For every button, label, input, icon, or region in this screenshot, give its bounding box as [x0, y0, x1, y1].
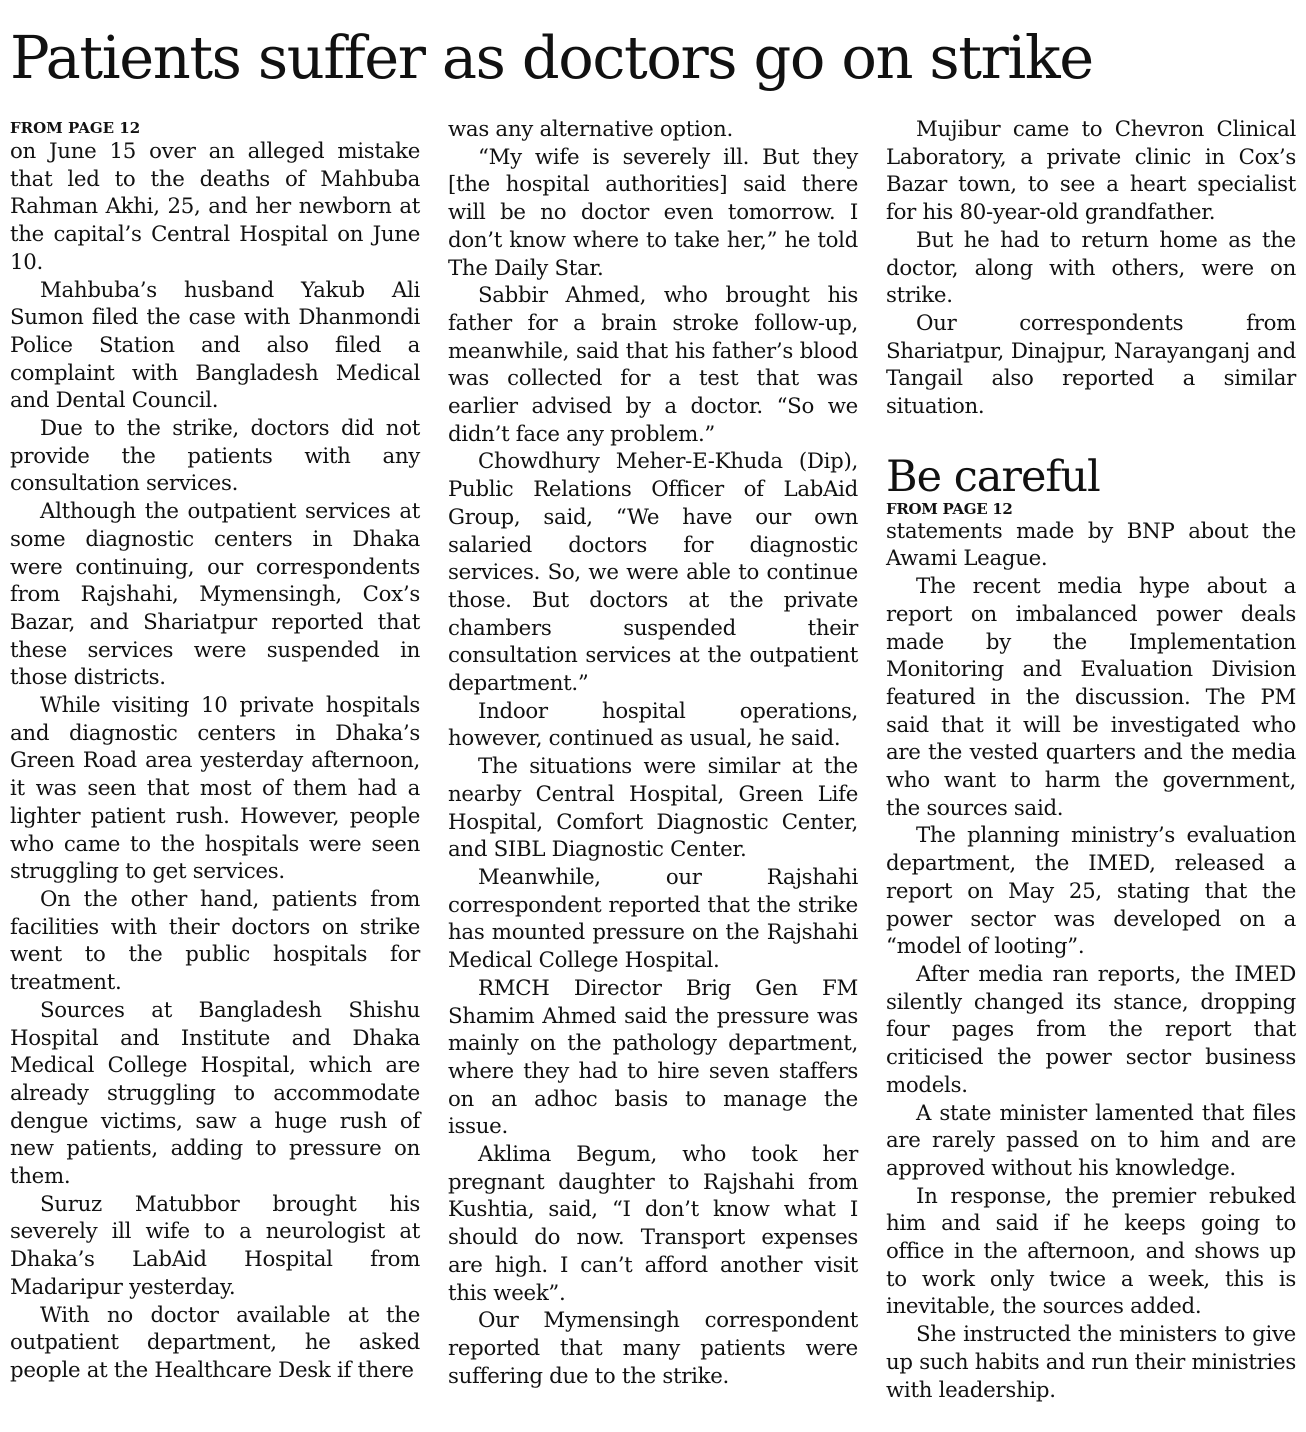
paragraph: statements made by BNP about the Awami League.	[886, 518, 1296, 572]
article-column-3	[886, 116, 1296, 1404]
paragraph: The situations were similar at the nearby Central Hospital, Green Life Hospital, Comfort Diagnostic Center, and SIBL Diagnostic Center.	[448, 754, 858, 863]
paragraph: was any alternative option.	[448, 117, 733, 142]
paragraph: Meanwhile, our Rajshahi correspondent reported that the strike has mounted pressure on the Rajshahi Medical College Hospital.	[448, 864, 858, 974]
paragraph: Mujibur came to Chevron Clinical Laboratory, a private clinic in Cox’s Bazar town, to see a heart specialist for his 80-year-old grandfather.	[886, 117, 1296, 226]
paragraph: On the other hand, patients from facilities with their doctors on strike went to the public hospitals for treatment.	[10, 886, 420, 996]
paragraph: With no doctor available at the outpatient department, he asked people at the Healthcare Desk if there	[10, 1302, 420, 1383]
paragraph: But he had to return home as the doctor, along with others, were on strike.	[886, 227, 1296, 309]
paragraph: Aklima Begum, who took her pregnant daughter to Rajshahi from Kushtia, said, “I don’t know what I should do now. Transport expenses are high. I can’t afford another visit this week”.	[448, 1142, 858, 1306]
paragraph: She instructed the ministers to give up such habits and run their ministries with leadership.	[886, 1322, 1296, 1403]
article-column-1	[10, 116, 420, 1385]
paragraph: on June 15 over an alleged mistake that led to the deaths of Mahbuba Rahman Akhi, 25, and her newborn at the capital’s Central Hospital on June 10.	[10, 139, 420, 275]
paragraph: Our Mymensingh correspondent reported that many patients were suffering due to the strike.	[448, 1308, 858, 1389]
article-column-2	[448, 116, 858, 1390]
paragraph: “My wife is severely ill. But they [the hospital authorities] said there will be no doctor even tomorrow. I don’t know where to take her,” he told The Daily Star.	[448, 144, 858, 281]
second-headline: Be careful	[886, 451, 1100, 502]
paragraph: A state minister lamented that files are rarely passed on to him and are approved without his knowledge.	[886, 1100, 1296, 1181]
continuation-kicker: FROM PAGE 12	[10, 119, 141, 137]
second-continuation-kicker: FROM PAGE 12	[886, 499, 1013, 518]
paragraph: Suruz Matubbor brought his severely ill wife to a neurologist at Dhaka’s LabAid Hospital from Madaripur yesterday.	[10, 1191, 420, 1300]
paragraph: Sources at Bangladesh Shishu Hospital and Institute and Dhaka Medical College Hospital, which are already struggling to accommodate dengue victims, saw a huge rush of new patients, adding to pressure on them.	[10, 997, 420, 1190]
paragraph: While visiting 10 private hospitals and diagnostic centers in Dhaka’s Green Road area yesterday afternoon, it was seen that most of them had a lighter patient rush. However, people who came to the hospitals were seen struggling to get services.	[10, 693, 420, 885]
paragraph: In response, the premier rebuked him and said if he keeps going to office in the afternoon, and shows up to work only twice a week, this is inevitable, the sources added.	[886, 1183, 1296, 1320]
paragraph: Sabbir Ahmed, who brought his father for a brain stroke follow-up, meanwhile, said that his father’s blood was collected for a test that was earlier advised by a doctor. “So we didn’t face any problem.”	[448, 283, 858, 447]
headline: Patients suffer as doctors go on strike	[10, 23, 1093, 92]
paragraph: Indoor hospital operations, however, continued as usual, he said.	[448, 698, 858, 752]
paragraph: Due to the strike, doctors did not provide the patients with any consultation services.	[10, 416, 420, 497]
paragraph: After media ran reports, the IMED silently changed its stance, dropping four pages from the report that criticised the power sector business models.	[886, 961, 1296, 1098]
paragraph: Our correspondents from Shariatpur, Dinajpur, Narayanganj and Tangail also reported a similar situation.	[886, 310, 1296, 420]
paragraph: Chowdhury Meher-E-Khuda (Dip), Public Relations Officer of LabAid Group, said, “We have our own salaried doctors for diagnostic services. So, we were able to continue those. But doctors at the private chambers suspended their consultation services at the outpatient department.”	[448, 449, 858, 697]
paragraph: Although the outpatient services at some diagnostic centers in Dhaka were continuing, our correspondents from Rajshahi, Mymensingh, Cox’s Bazar, and Shariatpur reported that these services were suspended in those districts.	[10, 499, 420, 691]
paragraph: The planning ministry’s evaluation department, the IMED, released a report on May 25, stating that the power sector was developed on a “model of looting”.	[886, 823, 1296, 960]
paragraph: RMCH Director Brig Gen FM Shamim Ahmed said the pressure was mainly on the pathology department, where they had to hire seven staffers on an adhoc basis to manage the issue.	[448, 975, 858, 1140]
paragraph: The recent media hype about a report on imbalanced power deals made by the Implementation Monitoring and Evaluation Division featured in the discussion. The PM said that it will be investigated who are the vested quarters and the media who want to harm the government, the sources said.	[886, 574, 1296, 821]
paragraph: Mahbuba’s husband Yakub Ali Sumon filed the case with Dhanmondi Police Station and also filed a complaint with Bangladesh Medical and Dental Council.	[10, 277, 420, 414]
